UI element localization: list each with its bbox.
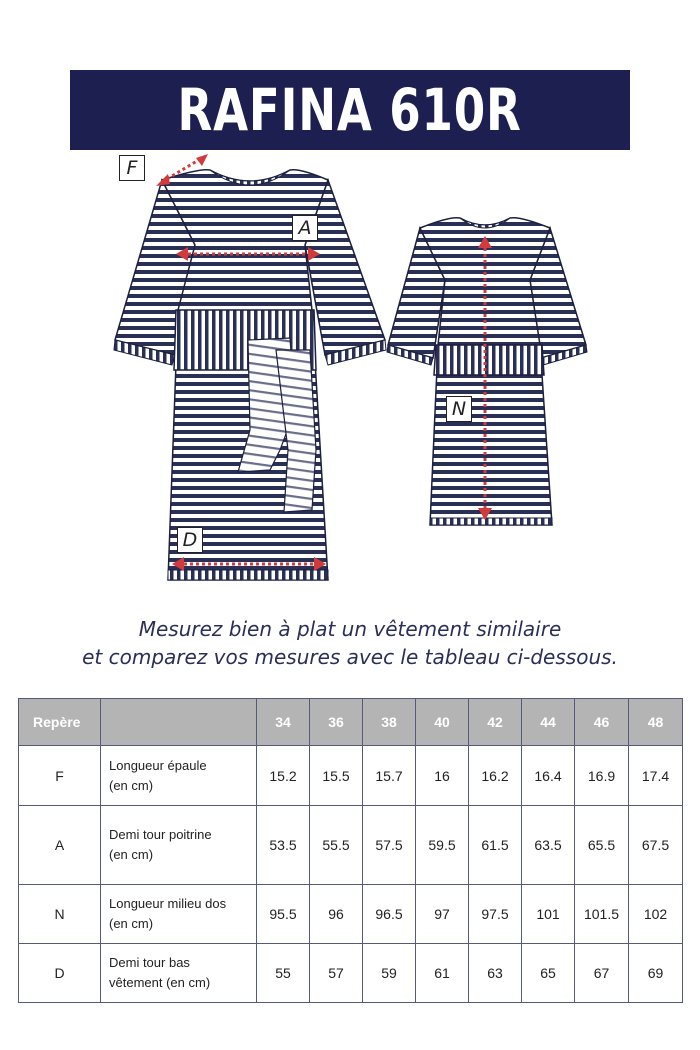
table-cell: 96.5 [363, 885, 416, 944]
row-label-line: Demi tour bas [109, 955, 190, 970]
front-dress [114, 170, 386, 580]
table-cell: 61.5 [469, 806, 522, 885]
table-cell: 59 [363, 944, 416, 1003]
row-code: F [19, 746, 101, 806]
row-label [101, 806, 257, 885]
row-label-line: (en cm) [109, 847, 154, 862]
size-table [18, 698, 683, 1003]
table-cell: 96 [310, 885, 363, 944]
table-cell: 97.5 [469, 885, 522, 944]
table-cell: 63 [469, 944, 522, 1003]
label-n: N [446, 396, 472, 422]
table-cell: 57.5 [363, 806, 416, 885]
table-cell: 53.5 [257, 806, 310, 885]
row-label [101, 746, 257, 806]
table-cell: 65.5 [575, 806, 629, 885]
row-code: N [19, 885, 101, 944]
table-row [19, 806, 683, 885]
table-cell: 55 [257, 944, 310, 1003]
row-label-line: vêtement (en cm) [109, 975, 211, 990]
page-title: RAFINA 610R [177, 76, 523, 144]
row-label-line: (en cm) [109, 777, 154, 793]
table-cell: 102 [629, 885, 683, 944]
label-d: D [177, 527, 203, 553]
row-label-line: (en cm) [109, 916, 154, 931]
header-size: 38 [363, 699, 416, 746]
table-cell: 16.2 [469, 746, 522, 806]
header-repere: Repère [19, 699, 101, 746]
table-row [19, 944, 683, 1003]
table-header-row [19, 699, 683, 746]
table-cell: 101.5 [575, 885, 629, 944]
header-size: 42 [469, 699, 522, 746]
table-cell: 15.7 [363, 746, 416, 806]
instruction-line-2: et comparez vos mesures avec le tableau ci-dessous. [82, 645, 618, 669]
label-f: F [119, 155, 145, 181]
table-cell: 63.5 [522, 806, 575, 885]
table-row [19, 746, 683, 806]
header-description [101, 699, 257, 746]
header-size: 48 [629, 699, 683, 746]
garment-drawing [100, 150, 600, 590]
row-label [101, 944, 257, 1003]
table-cell: 57 [310, 944, 363, 1003]
table-cell: 15.5 [310, 746, 363, 806]
table-cell: 65 [522, 944, 575, 1003]
row-code: D [19, 944, 101, 1003]
instruction-line-1: Mesurez bien à plat un vêtement similaire [138, 617, 562, 641]
table-cell: 95.5 [257, 885, 310, 944]
table-cell: 69 [629, 944, 683, 1003]
table-row [19, 885, 683, 944]
table-cell: 101 [522, 885, 575, 944]
table-cell: 67 [575, 944, 629, 1003]
table-cell: 55.5 [310, 806, 363, 885]
table-cell: 15.2 [257, 746, 310, 806]
row-label-line: Longueur milieu dos [109, 896, 227, 911]
header-size: 44 [522, 699, 575, 746]
row-code: A [19, 806, 101, 885]
table-cell: 16 [416, 746, 469, 806]
title-banner [70, 70, 630, 150]
header-size: 36 [310, 699, 363, 746]
table-cell: 59.5 [416, 806, 469, 885]
row-label-line: Demi tour poitrine [109, 827, 212, 842]
table-cell: 97 [416, 885, 469, 944]
table-cell: 61 [416, 944, 469, 1003]
table-cell: 16.9 [575, 746, 629, 806]
table-cell: 16.4 [522, 746, 575, 806]
header-size: 34 [257, 699, 310, 746]
instruction-text [20, 615, 680, 671]
row-label-line: Longueur épaule [109, 757, 207, 773]
back-dress [387, 218, 587, 525]
table-cell: 67.5 [629, 806, 683, 885]
header-size: 40 [416, 699, 469, 746]
label-a: A [292, 215, 318, 241]
garment-illustration [100, 150, 600, 590]
header-size: 46 [575, 699, 629, 746]
row-label [101, 885, 257, 944]
table-cell: 17.4 [629, 746, 683, 806]
